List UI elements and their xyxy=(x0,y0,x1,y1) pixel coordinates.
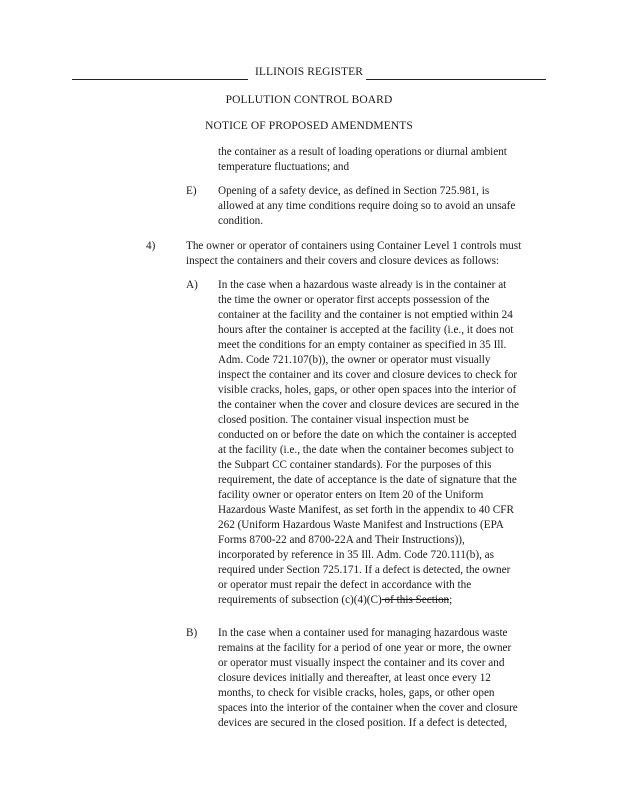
item-a-line: 262 (Uniform Hazardous Waste Manifest and Instructions (EPA xyxy=(218,519,504,531)
item-a-line: In the case when a hazardous waste already is in the container at xyxy=(218,279,507,291)
item-a-line: Forms 8700-22 and 8700-22A and Their Instructions)), xyxy=(218,534,465,546)
item-a-last-line-end: ; xyxy=(449,594,453,606)
item-a-line: meet the conditions for an empty container as specified in 35 Ill. xyxy=(218,339,507,351)
item-b-line: months, to check for visible cracks, holes, gaps, or other open xyxy=(218,687,495,699)
header-rule-right xyxy=(366,79,546,80)
item-a-line: incorporated by reference in 35 Ill. Adm. Code 720.111(b), as xyxy=(218,549,494,561)
item-4-line: inspect the containers and their covers and closure devices as follows: xyxy=(186,255,500,267)
item-b-line: closure devices initially and thereafter, at least once every 12 xyxy=(218,672,491,684)
item-b-line: remains at the facility for a period of one year or more, the owner xyxy=(218,642,512,654)
item-4-line: The owner or operator of containers using Container Level 1 controls must xyxy=(186,240,522,252)
item-a-last-line-text: requirements of subsection (c)(4)(C) xyxy=(218,594,382,606)
register-title: ILLINOIS REGISTER xyxy=(254,66,364,78)
item-b-label: B) xyxy=(186,627,198,639)
deleted-text: of this Section xyxy=(381,594,450,606)
item-a-line: closed position. The container visual inspection must be xyxy=(218,414,469,426)
item-e-line: allowed at any time conditions require doing so to avoid an unsafe xyxy=(218,200,516,212)
item-a-last-line xyxy=(218,593,452,608)
item-a-line: at the facility (i.e., the date when the container becomes subject to xyxy=(218,444,514,456)
notice-title: NOTICE OF PROPOSED AMENDMENTS xyxy=(205,120,413,132)
item-a-line: the time the owner or operator first accepts possession of the xyxy=(218,294,490,306)
continuation-line-1: the container as a result of loading operations or diurnal ambient xyxy=(218,146,507,158)
item-a-line: or operator must repair the defect in accordance with the xyxy=(218,579,472,591)
item-a-line: inspect the container and its cover and closure devices to check for xyxy=(218,369,518,381)
item-a-line: the Subpart CC container standards). For the purposes of this xyxy=(218,459,492,471)
item-a-line: visible cracks, holes, gaps, or other open spaces into the interior of xyxy=(218,384,517,396)
item-a-line: the container when the cover and closure devices are secured in the xyxy=(218,399,519,411)
item-e-label: E) xyxy=(186,185,197,197)
item-a-line: facility owner or operator enters on Item 20 of the Uniform xyxy=(218,489,484,501)
item-a-line: required under Section 725.171. If a defect is detected, the owner xyxy=(218,564,511,576)
item-b-line: or operator must visually inspect the container and its cover and xyxy=(218,657,505,669)
board-title: POLLUTION CONTROL BOARD xyxy=(225,94,393,106)
item-a-line: hours after the container is accepted at the facility (i.e., it does not xyxy=(218,324,514,336)
header-rule-left xyxy=(72,79,248,80)
item-b-line: spaces into the interior of the container when the cover and closure xyxy=(218,702,518,714)
item-a-line: container at the facility and the container is not emptied within 24 xyxy=(218,309,513,321)
item-e-line: condition. xyxy=(218,215,264,227)
continuation-line-2: temperature fluctuations; and xyxy=(218,161,350,173)
item-a-line: conducted on or before the date on which the container is accepted xyxy=(218,429,517,441)
item-b-line: devices are secured in the closed position. If a defect is detected, xyxy=(218,717,508,729)
item-4-label: 4) xyxy=(146,240,156,252)
item-b-line: In the case when a container used for managing hazardous waste xyxy=(218,627,508,639)
item-e-line: Opening of a safety device, as defined in Section 725.981, is xyxy=(218,185,490,197)
item-a-line: Hazardous Waste Manifest, as set forth in the appendix to 40 CFR xyxy=(218,504,514,516)
item-a-line: requirement, the date of acceptance is the date of signature that the xyxy=(218,474,517,486)
item-a-label: A) xyxy=(186,279,198,291)
item-a-line: Adm. Code 721.107(b)), the owner or operator must visually xyxy=(218,354,491,366)
